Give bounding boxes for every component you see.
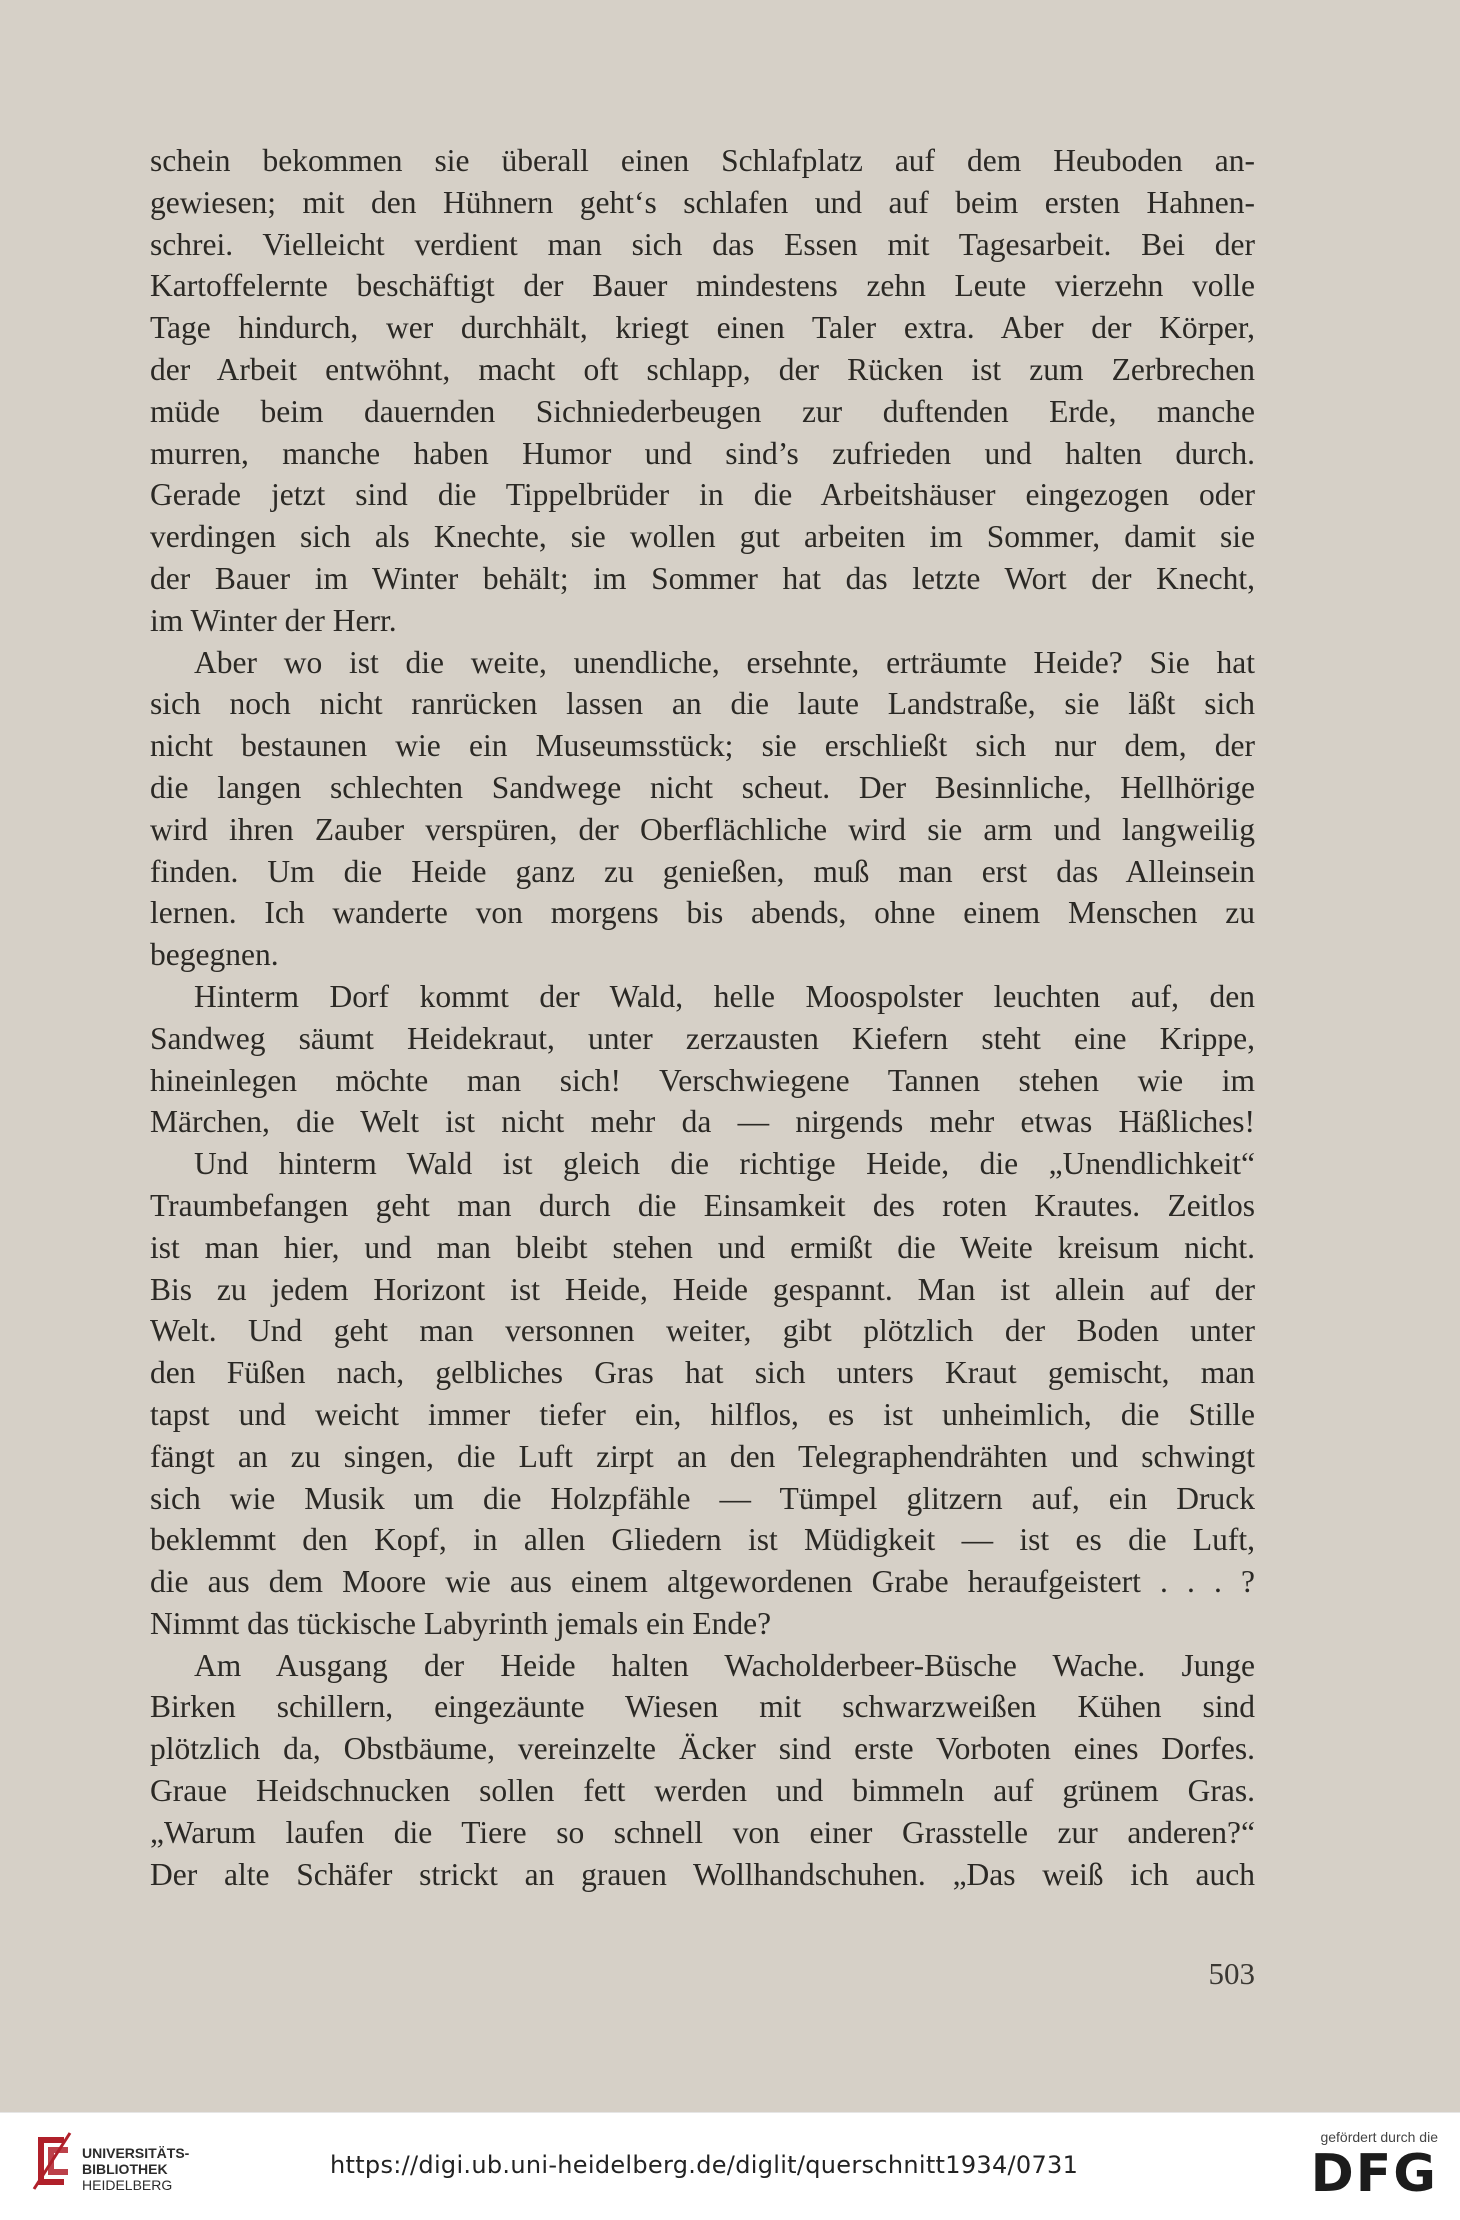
text-line: beklemmt den Kopf, in allen Gliedern ist Müdigkeit — ist es die Luft,	[150, 1522, 1255, 1558]
text-line: lernen. Ich wanderte von morgens bis abends, ohne einem Menschen zu	[150, 895, 1255, 931]
text-line: Gerade jetzt sind die Tippelbrüder in die Arbeitshäuser eingezogen oder	[150, 477, 1255, 513]
page-number: 503	[1208, 1956, 1255, 1991]
text-line: Sandweg säumt Heidekraut, unter zerzausten Kiefern steht eine Krippe,	[150, 1020, 1255, 1056]
text-line: Birken schillern, eingezäunte Wiesen mit schwarzweißen Kühen sind	[150, 1689, 1255, 1725]
text-line: „Warum laufen die Tiere so schnell von einer Grasstelle zur anderen?“	[150, 1814, 1255, 1850]
text-line: Und hinterm Wald ist gleich die richtige Heide, die „Unendlichkeit“	[194, 1146, 1255, 1182]
library-name-line2: BIBLIOTHEK	[82, 2161, 168, 2177]
text-line: Hinterm Dorf kommt der Wald, helle Moospolster leuchten auf, den	[194, 978, 1255, 1014]
text-line: der Arbeit entwöhnt, macht oft schlapp, der Rücken ist zum Zerbrechen	[150, 351, 1255, 387]
text-line: die langen schlechten Sandwege nicht scheut. Der Besinnliche, Hellhörige	[150, 769, 1255, 805]
dfg-logo: DFG	[1310, 2144, 1438, 2204]
text-line: sich noch nicht ranrücken lassen an die laute Landstraße, sie läßt sich	[150, 686, 1255, 722]
text-line: hineinlegen möchte man sich! Verschwiegene Tannen stehen wie im	[150, 1062, 1255, 1098]
text-line: Am Ausgang der Heide halten Wacholderbeer-Büsche Wache. Junge	[194, 1647, 1255, 1683]
library-name-line3: HEIDELBERG	[82, 2177, 173, 2193]
text-line: verdingen sich als Knechte, sie wollen gut arbeiten im Sommer, damit sie	[150, 519, 1255, 555]
text-line: der Bauer im Winter behält; im Sommer hat das letzte Wort der Knecht,	[150, 560, 1255, 596]
text-line: Aber wo ist die weite, unendliche, ersehnte, erträumte Heide? Sie hat	[194, 644, 1255, 680]
text-line: plötzlich da, Obstbäume, vereinzelte Äcker sind erste Vorboten eines Dorfes.	[150, 1731, 1255, 1767]
ub-heidelberg-logo-icon	[30, 2131, 74, 2191]
body-text	[150, 140, 1255, 1895]
text-line: fängt an zu singen, die Luft zirpt an den Telegraphendrähten und schwingt	[150, 1438, 1255, 1474]
text-line: müde beim dauernden Sichniederbeugen zur duftenden Erde, manche	[150, 393, 1255, 429]
library-name-line1: UNIVERSITÄTS-	[82, 2145, 190, 2161]
text-line: Tage hindurch, wer durchhält, kriegt einen Taler extra. Aber der Körper,	[150, 310, 1255, 346]
library-logo[interactable]	[30, 2131, 200, 2203]
text-line: finden. Um die Heide ganz zu genießen, muß man erst das Alleinsein	[150, 853, 1255, 889]
text-line: Traumbefangen geht man durch die Einsamkeit des roten Krautes. Zeitlos	[150, 1187, 1255, 1223]
text-line: Der alte Schäfer strickt an grauen Wollhandschuhen. „Das weiß ich auch	[150, 1856, 1255, 1892]
text-line: gewiesen; mit den Hühnern geht‘s schlafen und auf beim ersten Hahnen-	[150, 184, 1255, 220]
permalink-url[interactable]: https://digi.ub.uni-heidelberg.de/diglit/querschnitt1934/0731	[330, 2151, 1079, 2179]
text-line: die aus dem Moore wie aus einem altgewordenen Grabe heraufgeistert . . . ?	[150, 1564, 1255, 1600]
text-line: Welt. Und geht man versonnen weiter, gibt plötzlich der Boden unter	[150, 1313, 1255, 1349]
text-line: tapst und weicht immer tiefer ein, hilflos, es ist unheimlich, die Stille	[150, 1396, 1255, 1432]
text-line: murren, manche haben Humor und sind’s zufrieden und halten durch.	[150, 435, 1255, 471]
text-line: den Füßen nach, gelbliches Gras hat sich unters Kraut gemischt, man	[150, 1355, 1255, 1391]
viewer-footer	[0, 2112, 1460, 2220]
dfg-caption: gefördert durch die	[1320, 2129, 1438, 2145]
text-line: im Winter der Herr.	[150, 602, 397, 638]
text-line: Kartoffelernte beschäftigt der Bauer mindestens zehn Leute vierzehn volle	[150, 268, 1255, 304]
text-line: Graue Heidschnucken sollen fett werden und bimmeln auf grünem Gras.	[150, 1773, 1255, 1809]
text-line: begegnen.	[150, 937, 279, 973]
text-line: nicht bestaunen wie ein Museumsstück; sie erschließt sich nur dem, der	[150, 728, 1255, 764]
dfg-funding[interactable]	[1288, 2129, 1438, 2204]
text-line: schein bekommen sie überall einen Schlafplatz auf dem Heuboden an-	[150, 143, 1255, 178]
text-line: ist man hier, und man bleibt stehen und ermißt die Weite kreisum nicht.	[150, 1229, 1255, 1265]
text-line: sich wie Musik um die Holzpfähle — Tümpel glitzern auf, ein Druck	[150, 1480, 1255, 1516]
text-line: Bis zu jedem Horizont ist Heide, Heide gespannt. Man ist allein auf der	[150, 1271, 1255, 1307]
text-line: Nimmt das tückische Labyrinth jemals ein Ende?	[150, 1605, 772, 1641]
text-line: schrei. Vielleicht verdient man sich das Essen mit Tagesarbeit. Bei der	[150, 226, 1255, 262]
text-line: Märchen, die Welt ist nicht mehr da — nirgends mehr etwas Häßliches!	[150, 1104, 1255, 1140]
text-line: wird ihren Zauber verspüren, der Oberflächliche wird sie arm und langweilig	[150, 811, 1255, 847]
